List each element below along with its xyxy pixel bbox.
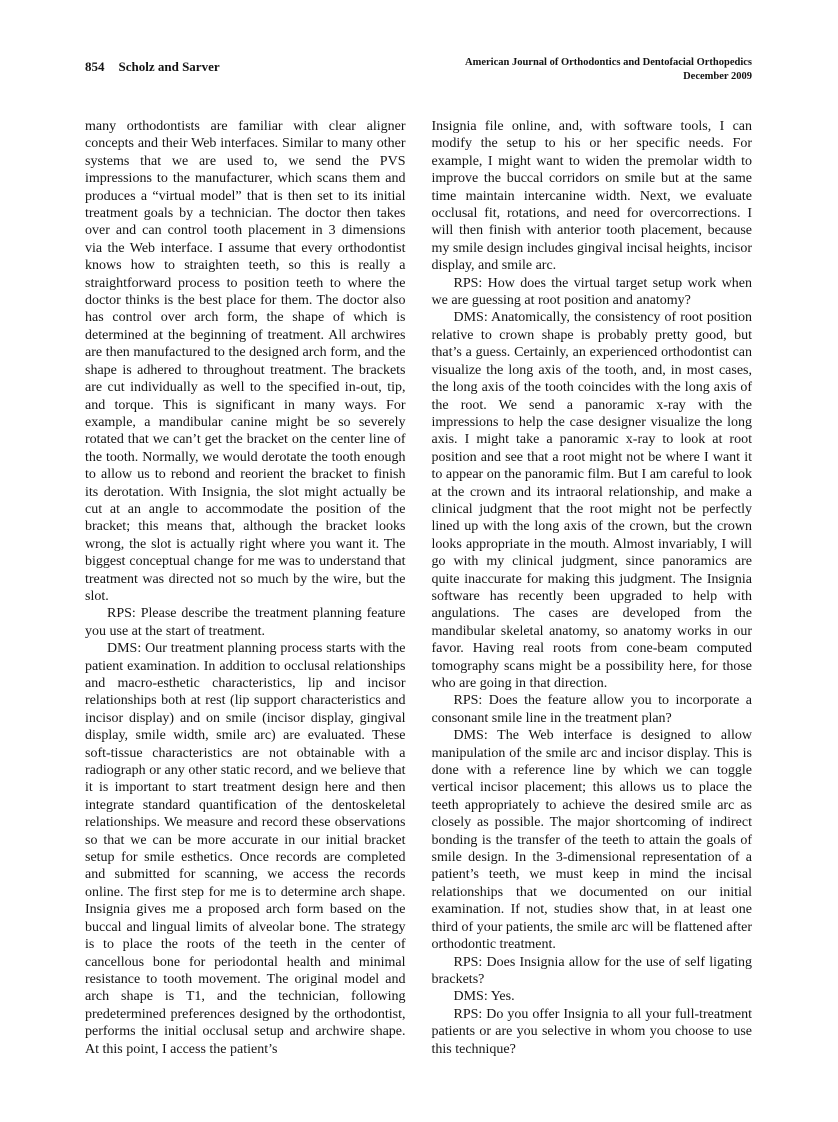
rps-question: RPS: Does Insignia allow for the use of self ligating brackets? bbox=[431, 954, 752, 987]
article-body bbox=[85, 118, 752, 1058]
running-head-authors: Scholz and Sarver bbox=[118, 59, 220, 74]
rps-question: RPS: Does the feature allow you to incorporate a consonant smile line in the treatment plan? bbox=[431, 693, 752, 726]
right-column bbox=[432, 118, 753, 1058]
left-column bbox=[85, 118, 406, 1058]
dms-answer: DMS: Anatomically, the consistency of root position relative to crown shape is probably pretty good, but that’s a guess. Certainly, an experienced orthodontist can visualize the long axis of the tooth, and, in most cases, the long axis of the tooth coincides with the long axis of the root. We send a panoramic x-ray with the impressions to help the case designer visualize the long axis. I might take a panoramic x-ray to look at root position and see that a root might not be where I want it to appear on the panoramic film. But I am careful to look at the crown and its intraoral relationship, and make a clinical judgment that the root might not be perfectly lined up with the long axis of the crown, but the crown looks appropriate in the mouth. Almost invariably, I will go with my clinical judgment, since panoramics are quite inaccurate for making this judgment. The Insignia software has recently been upgraded to help with angulations. The cases are developed from the mandibular skeletal anatomy, so anatomy works in our favor. Having real roots from cone-beam computed tomography scans might be a possibility here, for those who are going in that direction. bbox=[431, 310, 752, 691]
journal-title: American Journal of Orthodontics and Dentofacial Orthopedics bbox=[465, 57, 752, 68]
page-number: 854 bbox=[85, 59, 105, 74]
dms-answer: DMS: Our treatment planning process starts with the patient examination. In addition to occlusal relationships and macro-esthetic characteristics, lip and incisor relationships both at rest (lip support characteristics and incisor display) and on smile (incisor display, gingival display, smile width, smile arc) are evaluated. These soft-tissue characteristics are not obtainable with a radiograph or any other static record, and we believe that it is important to start treatment design here and then integrate standard quantification of the dentoskeletal relationships. We measure and record these observations so that we can be more accurate in our initial bracket setup for smile esthetics. Once records are completed and submitted for scanning, we access the records online. The first step for me is to determine arch shape. Insignia gives me a proposed arch form based on the buccal and lingual limits of alveolar bone. The strategy is to place the roots of the teeth in the center of cancellous bone for periodontal health and minimal resistance to tooth movement. The original model and arch shape is T1, and the technician, following predetermined preferences designed by the orthodontist, performs the initial occlusal setup and archwire shape. At this point, I access the patient’s bbox=[85, 641, 406, 1057]
dms-answer: DMS: Yes. bbox=[453, 989, 515, 1005]
running-head bbox=[85, 56, 220, 75]
rps-question: RPS: How does the virtual target setup work when we are guessing at root position and anatomy? bbox=[431, 275, 752, 309]
paragraph-continuation: many orthodontists are familiar with clear aligner concepts and their Web interfaces. Similar to many other systems that we are used to, we send the PVS impressions to the manufacturer, which scans them and produces a “virtual model” that is then set to its initial treatment goals by a technician. The doctor then takes over and can control tooth placement in 3 dimensions via the Web interface. I assume that every orthodontist knows how to straighten teeth, so this is really a straightforward process to position teeth to where the doctor thinks is the best place for them. The doctor also has control over arch form, the shape of which is determined at the beginning of treatment. All archwires are then manufactured to the designed arch form, and the shape is adhered to throughout treatment. The brackets are cut individually as well to the specified in-out, tip, and torque. This is significant in many ways. For example, a mandibular canine might be so severely rotated that we can’t get the bracket on the center line of the tooth. Normally, we would derotate the tooth enough to allow us to rebond and reorient the bracket to finish its derotation. With Insignia, the slot might actually be cut at an angle to accommodate the position of the bracket; this means that, although the bracket looks wrong, the slot is actually right where you want it. The biggest conceptual change for me was to understand that treatment was directed not so much by the wire, but the slot. bbox=[85, 119, 406, 604]
paragraph-continuation: Insignia file online, and, with software tools, I can modify the setup to his or her specific needs. For example, I might want to widen the premolar width to improve the buccal corridors on smile but at the same time maintain intercanine width. Next, we evaluate occlusal fit, rotations, and need for overcorrections. I will then finish with anterior tooth placement, because my smile design includes gingival incisal heights, incisor display, and smile arc. bbox=[431, 119, 752, 274]
page-header bbox=[85, 56, 752, 84]
rps-question: RPS: Do you offer Insignia to all your full-treatment patients or are you selective in whom you choose to use this technique? bbox=[431, 1006, 752, 1057]
issue-date: December 2009 bbox=[683, 71, 752, 82]
dms-answer: DMS: The Web interface is designed to allow manipulation of the smile arc and incisor display. This is done with a reference line by which we can toggle vertical incisor placement; this allows us to place the teeth appropriately to achieve the desired smile arc as closely as possible. The major shortcoming of indirect bonding is the transfer of the teeth to attain the goals of smile design. In the 3-dimensional representation of a patient’s teeth, we must keep in mind the incisal relationships that we documented on our initial examination. If not, studies show that, in at least one third of your patients, the smile arc will be flattened after orthodontic treatment. bbox=[431, 728, 752, 953]
rps-question: RPS: Please describe the treatment planning feature you use at the start of treatment. bbox=[85, 606, 406, 639]
journal-info bbox=[465, 56, 752, 84]
